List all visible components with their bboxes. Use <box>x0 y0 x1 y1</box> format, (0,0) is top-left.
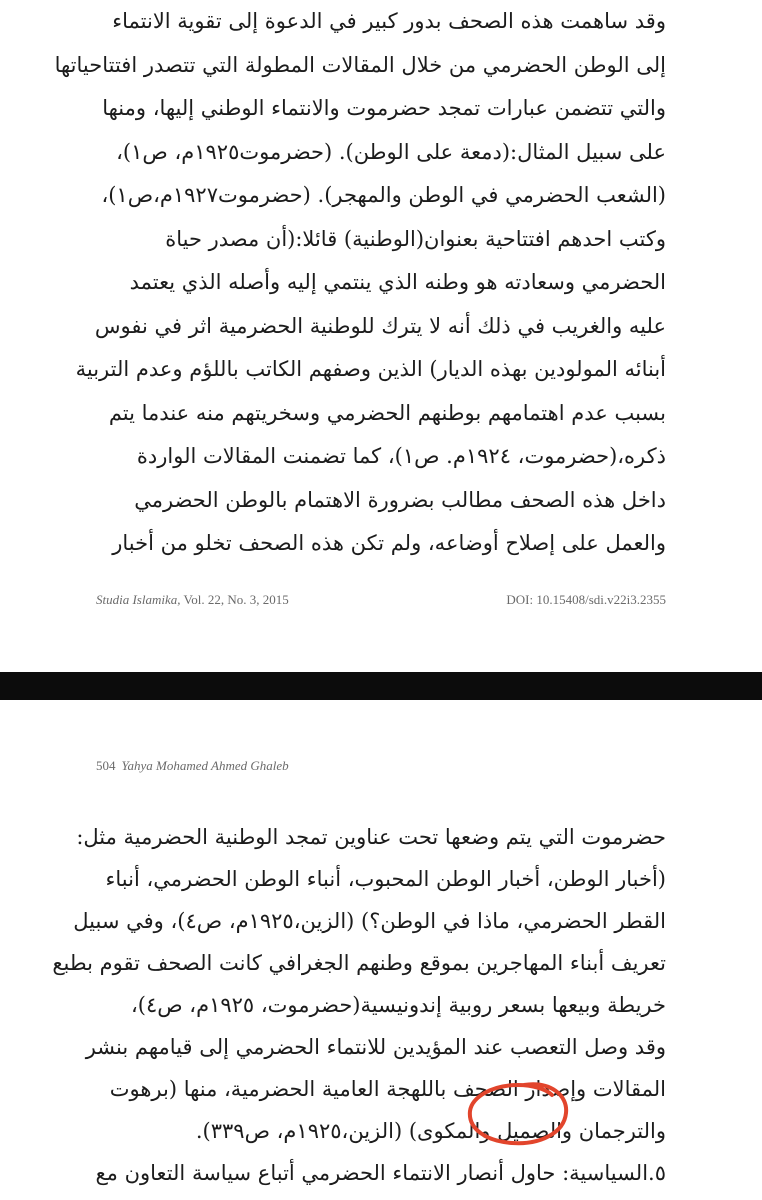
page-footer <box>96 592 666 608</box>
bottom-page-body <box>52 816 666 1194</box>
text-line: والترجمان والصميل والمكوى) (الزين،١٩٢٥م، ص٣٣٩). <box>195 1119 666 1143</box>
text-line: والعمل على إصلاح أوضاعه، ولم تكن هذه الصحف تخلو من أخبار <box>112 531 666 555</box>
running-header <box>96 758 289 774</box>
page-divider <box>0 672 762 700</box>
text-line: (الشعب الحضرمي في الوطن والمهجر). (حضرموت١٩٢٧م،ص١)، <box>101 183 666 207</box>
bottom-page <box>0 700 762 1200</box>
text-line: وقد وصل التعصب عند المؤيدين للانتماء الحضرمي إلى قيامهم بنشر <box>85 1035 666 1059</box>
text-line: وكتب احدهم افتتاحية بعنوان(الوطنية) قائلا:(أن مصدر حياة <box>165 226 666 251</box>
text-line: أبنائه المولودين بهذه الديار) الذين وصفهم الكاتب باللؤم وعدم التربية <box>75 357 666 381</box>
author-name: Yahya Mohamed Ahmed Ghaleb <box>121 758 289 773</box>
doi-text: DOI: 10.15408/sdi.v22i3.2355 <box>506 592 666 607</box>
text-line: بسبب عدم اهتمامهم بوطنهم الحضرمي وسخريتهم منه عندما يتم <box>108 400 666 425</box>
journal-issue: Vol. 22, No. 3, 2015 <box>183 592 289 607</box>
text-line: تعريف أبناء المهاجرين بموقع وطنهم الجغرافي كانت الصحف تقوم بطبع <box>52 951 666 975</box>
text-line: الحضرمي وسعادته هو وطنه الذي ينتمي إليه وأصله الذي يعتمد <box>129 270 666 294</box>
top-page-body <box>54 0 666 566</box>
text-line: المقالات وإصدار الصحف باللهجة العامية الحضرمية، منها (برهوت <box>109 1077 666 1101</box>
text-line: والتي تتضمن عبارات تمجد حضرموت والانتماء الوطني إليها، ومنها <box>102 96 666 120</box>
text-line: القطر الحضرمي، ماذا في الوطن؟) (الزين،١٩٢٥م، ص٤)، وفي سبيل <box>73 909 666 933</box>
text-line: ذكره،(حضرموت، ١٩٢٤م. ص١)، كما تضمنت المقالات الواردة <box>136 444 666 468</box>
text-line: وقد ساهمت هذه الصحف بدور كبير في الدعوة إلى تقوية الانتماء <box>112 9 666 33</box>
text-line: عليه والغريب في ذلك أنه لا يترك للوطنية الحضرمية اثر في نفوس <box>94 313 666 338</box>
text-line: خريطة وبيعها بسعر روبية إندونيسية(حضرموت، ١٩٢٥م، ص٤)، <box>130 993 666 1017</box>
text-line: ٥.السياسية: حاول أنصار الانتماء الحضرمي أتباع سياسة التعاون مع <box>95 1161 666 1185</box>
text-line: حضرموت التي يتم وضعها تحت عناوين تمجد الوطنية الحضرمية مثل: <box>76 825 666 849</box>
text-line: على سبيل المثال:(دمعة على الوطن). (حضرموت١٩٢٥م، ص١)، <box>116 139 666 164</box>
page-number: 504 <box>96 758 116 773</box>
text-line: داخل هذه الصحف مطالب بضرورة الاهتمام بالوطن الحضرمي <box>134 487 666 512</box>
journal-name: Studia Islamika, <box>96 592 181 607</box>
journal-citation <box>96 592 289 608</box>
text-line: إلى الوطن الحضرمي من خلال المقالات المطولة التي تتصدر افتتاحياتها <box>54 52 666 77</box>
text-line: (أخبار الوطن، أخبار الوطن المحبوب، أنباء الوطن الحضرمي، أنباء <box>105 867 666 891</box>
